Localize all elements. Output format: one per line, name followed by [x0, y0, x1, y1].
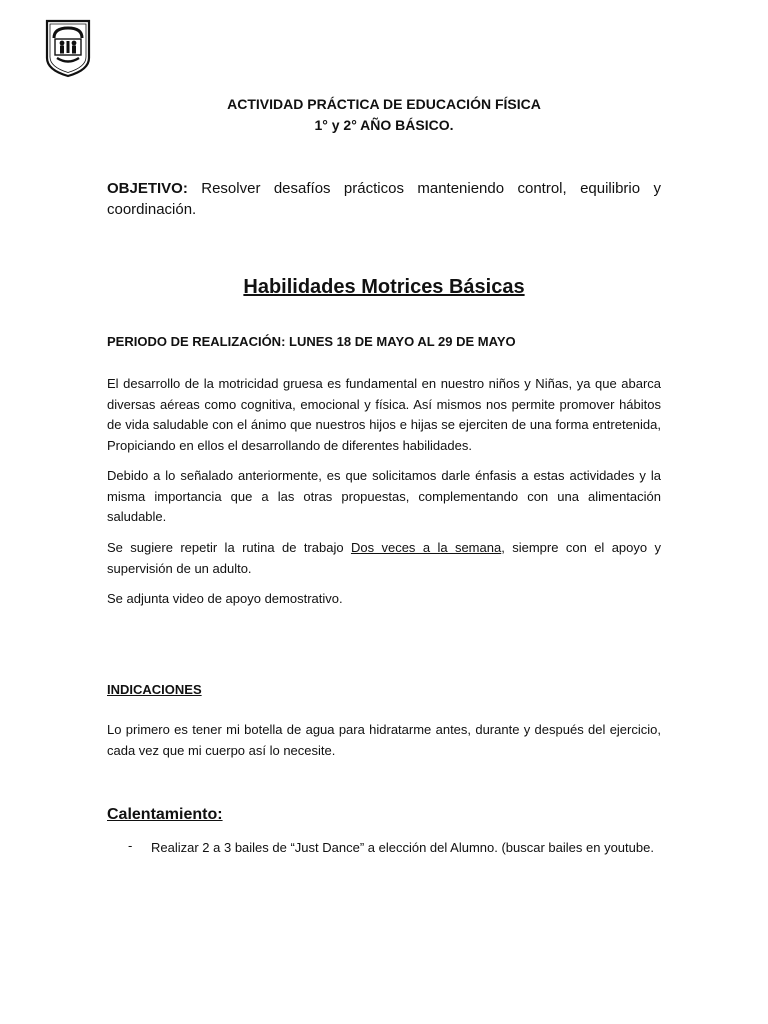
- routine-text-start: Se sugiere repetir la rutina de trabajo: [107, 540, 351, 555]
- period-line: PERIODO DE REALIZACIÓN: LUNES 18 DE MAYO AL 29 DE MAYO: [107, 334, 516, 349]
- paragraph-motricity: El desarrollo de la motricidad gruesa es fundamental en nuestro niños y Niñas, ya que abarca diversas aéreas como cognitiva, emocional y física. Así mismos nos permite promover hábitos de vida saludable con el ánimo que nuestros hijos e hijas se ejerciten de una forma entretenida, Propiciando en ellos el desarrollando de diferentes habilidades.: [107, 376, 661, 453]
- document-title: [0, 94, 768, 136]
- indications-title: INDICACIONES: [107, 682, 202, 697]
- list-item-text: Realizar 2 a 3 bailes de “Just Dance” a elección del Alumno. (buscar bailes en youtube.: [151, 840, 654, 855]
- paragraph-video: Se adjunta video de apoyo demostrativo.: [107, 591, 343, 606]
- section-title: Habilidades Motrices Básicas: [243, 276, 525, 298]
- indications-text: Lo primero es tener mi botella de agua para hidratarme antes, durante y después del ejercicio, cada vez que mi cuerpo así lo necesite.: [107, 722, 661, 758]
- objective-text: Resolver desafíos prácticos manteniendo control, equilibrio y coordinación.: [107, 180, 661, 218]
- objective-label: OBJETIVO:: [107, 180, 188, 197]
- routine-text-end: , siempre con el apoyo y supervisión de un adulto.: [107, 540, 662, 576]
- title-line-2: 1° y 2° AÑO BÁSICO.: [314, 117, 454, 133]
- warmup-title: Calentamiento:: [107, 806, 223, 823]
- paragraph-emphasis: Debido a lo señalado anteriormente, es que solicitamos darle énfasis a estas actividades y la misma importancia que a las otras propuestas, complementando con una alimentación saludable.: [107, 468, 661, 524]
- routine-frequency: Dos veces a la semana: [350, 540, 502, 555]
- title-line-1: ACTIVIDAD PRÁCTICA DE EDUCACIÓN FÍSICA: [227, 96, 541, 112]
- school-crest-logo: [44, 18, 92, 78]
- bullet-dash: -: [128, 838, 133, 853]
- objective-paragraph: [107, 178, 661, 220]
- paragraph-routine: [107, 538, 661, 579]
